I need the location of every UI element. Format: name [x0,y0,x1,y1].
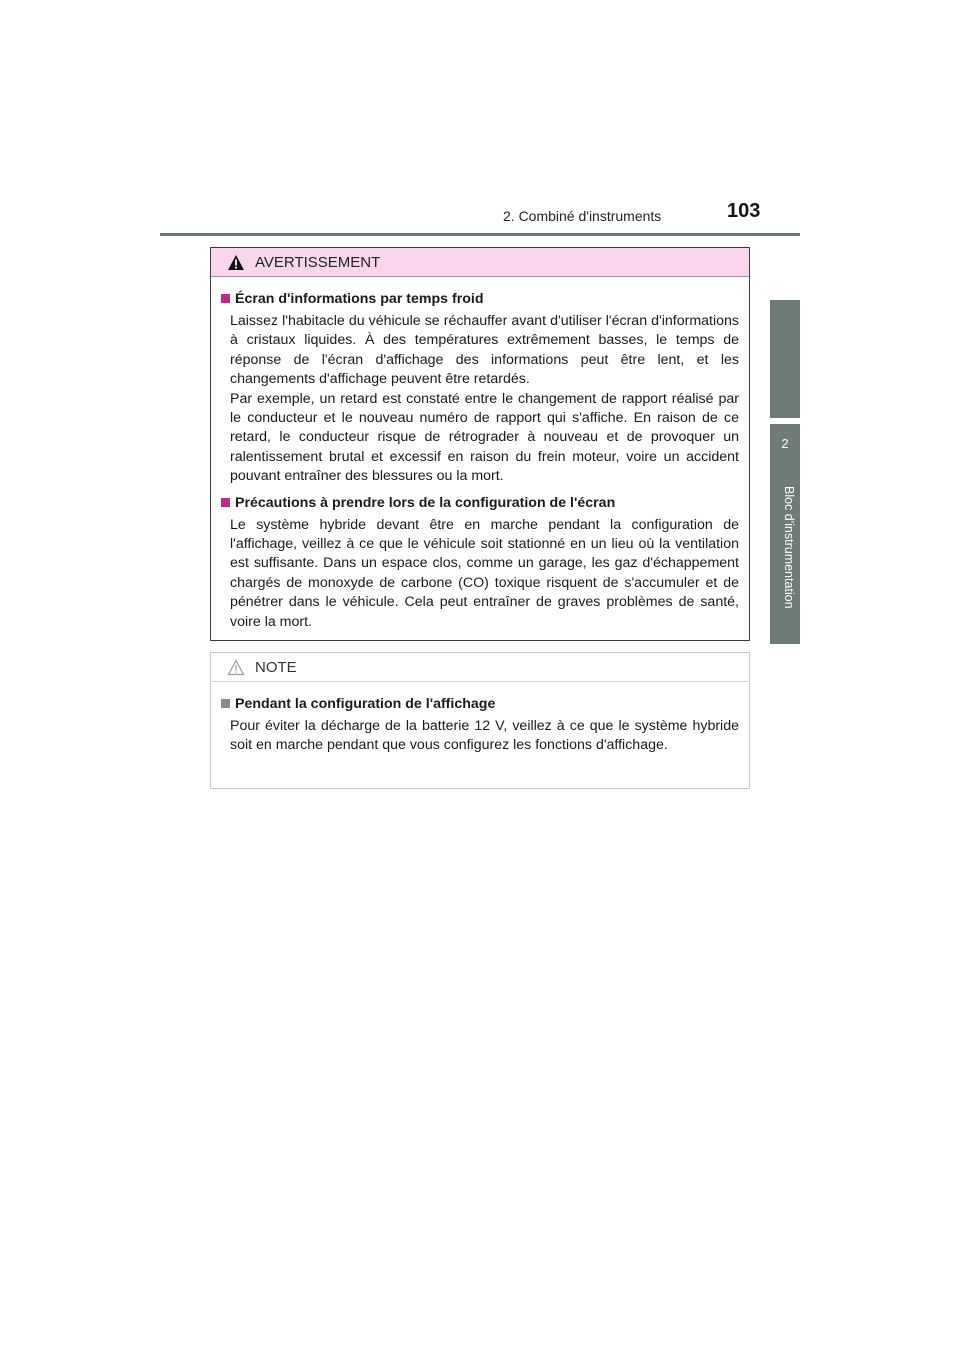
square-bullet-icon [221,498,230,507]
note-title: NOTE [255,658,297,676]
square-bullet-icon [221,294,230,303]
chapter-number: 2 [781,436,789,451]
note-paragraph: Pour éviter la décharge de la batterie 12 V, veillez à ce que le système hybride soit en marche pendant que vous configurez les fonctions d'affichage. [230,718,739,754]
note-body [211,682,749,756]
side-tab-spacer [770,300,800,418]
warning-item-heading-text: Précautions à prendre lors de la configuration de l'écran [235,494,616,511]
warning-body [211,277,749,632]
warning-item-heading [221,289,739,309]
square-bullet-icon [221,699,230,708]
warning-box [210,247,750,641]
chapter-label: Bloc d'instrumentation [782,486,796,609]
warning-item-heading [221,493,739,513]
warning-triangle-icon [227,254,245,271]
page-number: 103 [727,200,761,222]
note-item-heading [221,694,739,714]
caution-triangle-icon [227,659,245,676]
warning-paragraph: Le système hybride devant être en marche pendant la configuration de l'affichage, veillez à ce que le véhicule soit stationné en un lieu où la ventilation est suffisante. Dans un espace clos, comme un garage, les gaz d'échappement chargés de monoxyde de carbone (CO) toxique risquent de s'accumuler et de pénétrer dans le véhicule. Cela peut entraîner de graves problèmes de santé, voire la mort. [230,516,739,630]
header-divider [160,233,800,236]
warning-paragraph: Par exemple, un retard est constaté entre le changement de rapport réalisé par le conducteur et le nouveau numéro de rapport qui s'affiche. En raison de ce retard, le conducteur risque de rétrograder à nouveau et de provoquer un ralentissement brutal et excessif en raison du frein moteur, voire un accident pouvant entraîner des blessures ou la mort. [230,390,739,485]
note-item-heading-text: Pendant la configuration de l'affichage [235,696,496,712]
note-box [210,652,750,789]
warning-header [211,248,749,277]
warning-item-heading-text: Écran d'informations par temps froid [235,291,484,307]
chapter-tab[interactable] [770,424,800,644]
section-title: 2. Combiné d'instruments [503,208,662,224]
note-header [211,653,749,682]
warning-title: AVERTISSEMENT [255,253,381,271]
warning-paragraph: Laissez l'habitacle du véhicule se réchauffer avant d'utiliser l'écran d'informations à cristaux liquides. À des températures extrêmement basses, le temps de réponse de l'écran d'affichage des informations peut être lent, et les changements d'affichage peuvent être retardés. [230,313,739,388]
